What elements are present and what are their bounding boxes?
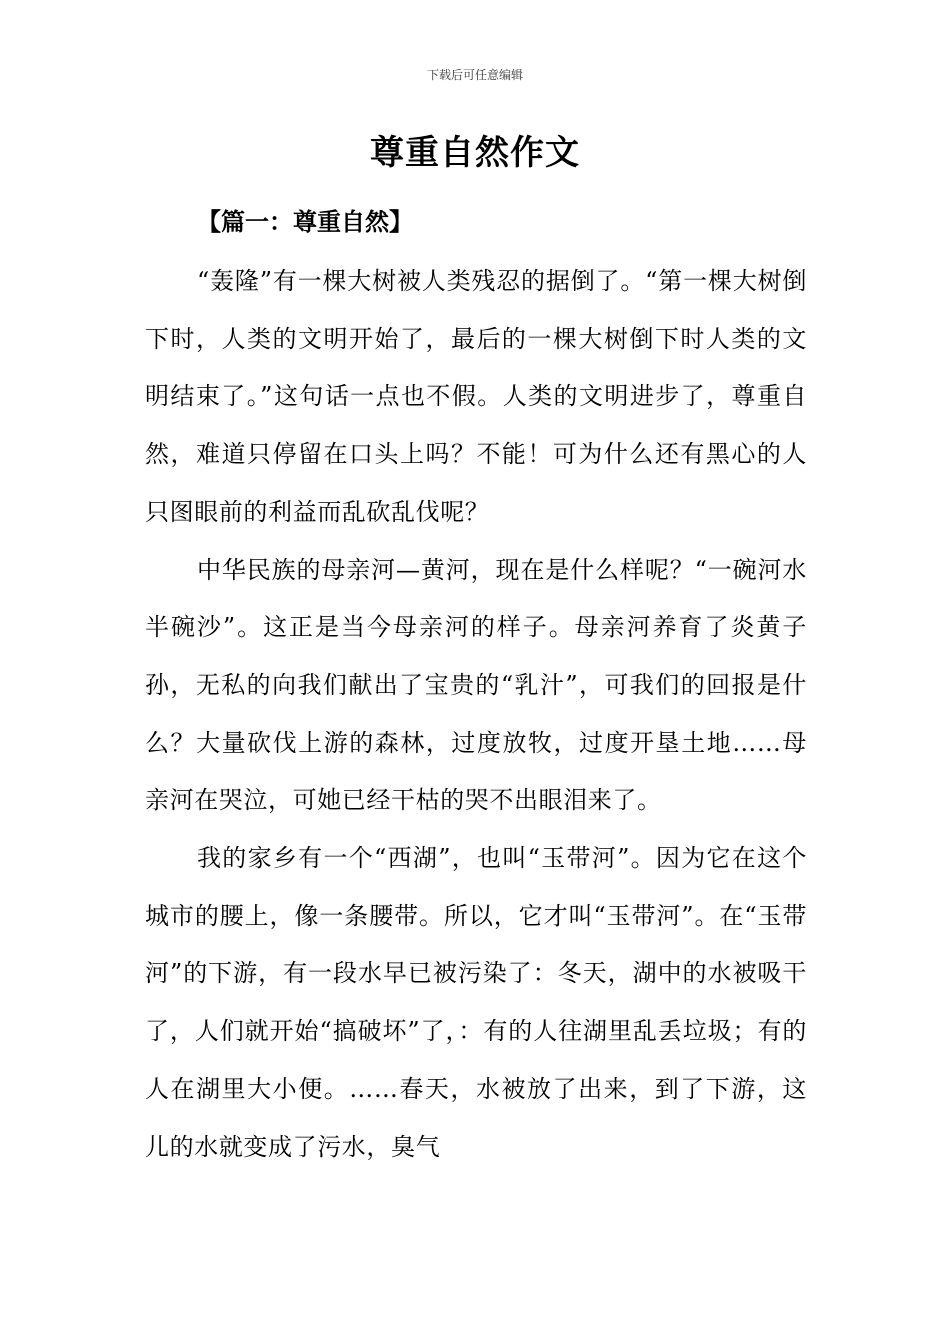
section-heading: 【篇一：尊重自然】 xyxy=(197,207,413,236)
paragraph-1: “轰隆”有一棵大树被人类残忍的据倒了。“第一棵大树倒下时，人类的文明开始了，最后的一棵大树倒下时人类的文明结束了。”这句话一点也不假。人类的文明进步了，尊重自然，难道只停留在口头上吗？不能！可为什么还有黑心的人只图眼前的利益而乱砍乱伐呢？ xyxy=(145,267,807,526)
paragraph-3: 我的家乡有一个“西湖”，也叫“玉带河”。因为它在这个城市的腰上，像一条腰带。所以，它才叫“玉带河”。在“玉带河”的下游，有一段水早已被污染了：冬天，湖中的水被吸干了，人们就开始“搞破坏”了，：有的人往湖里乱丢垃圾；有的人在湖里大小便。……春天，水被放了出来，到了下游，这儿的水就变成了污水，臭气 xyxy=(145,844,807,1161)
header-note: 下载后可任意编辑 xyxy=(426,68,523,82)
body-text xyxy=(145,253,807,1176)
document-title: 尊重自然作文 xyxy=(370,133,580,173)
paragraph-2: 中华民族的母亲河—黄河，现在是什么样呢？“一碗河水半碗沙”。这正是当今母亲河的样子。母亲河养育了炎黄子孙，无私的向我们献出了宝贵的“乳汁”，可我们的回报是什么？大量砍伐上游的森林，过度放牧，过度开垦土地……母亲河在哭泣，可她已经干枯的哭不出眼泪来了。 xyxy=(145,555,807,815)
